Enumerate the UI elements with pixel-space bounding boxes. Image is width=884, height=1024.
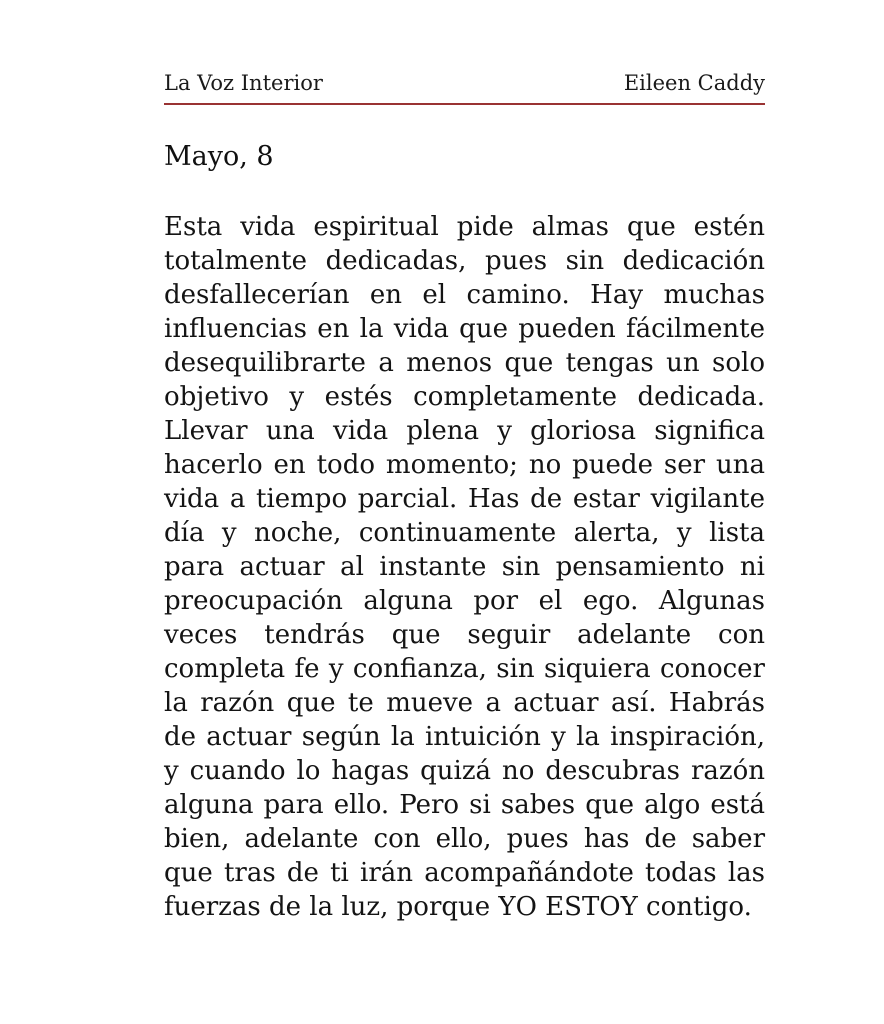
running-header: [164, 0, 765, 105]
entry-body-text: Esta vida espiritual pide almas que estén totalmente dedicadas, pues sin dedicación desfallecerían en el camino. Hay muchas influencias en la vida que pueden fácilmente desequilibrarte a menos que tengas un solo objetivo y estés completamente dedicada. Llevar una vida plena y gloriosa significa hacerlo en todo momento; no puede ser una vida a tiempo parcial. Has de estar vigilante día y noche, continuamente alerta, y lista para actuar al instante sin pensamiento ni preocupación alguna por el ego. Algunas veces tendrás que seguir adelante con completa fe y confianza, sin siquiera conocer la razón que te mueve a actuar así. Habrás de actuar según la intuición y la inspiración, y cuando lo hagas quizá no descubras razón alguna para ello. Pero si sabes que algo está bien, adelante con ello, pues has de saber que tras de ti irán acompañándote todas las fuerzas de la luz, porque YO ESTOY contigo.: [164, 212, 765, 922]
text-column: [164, 0, 765, 924]
author-name: Eileen Caddy: [623, 71, 765, 95]
date-heading: Mayo, 8: [164, 141, 274, 172]
book-title: La Voz Interior: [164, 71, 323, 95]
